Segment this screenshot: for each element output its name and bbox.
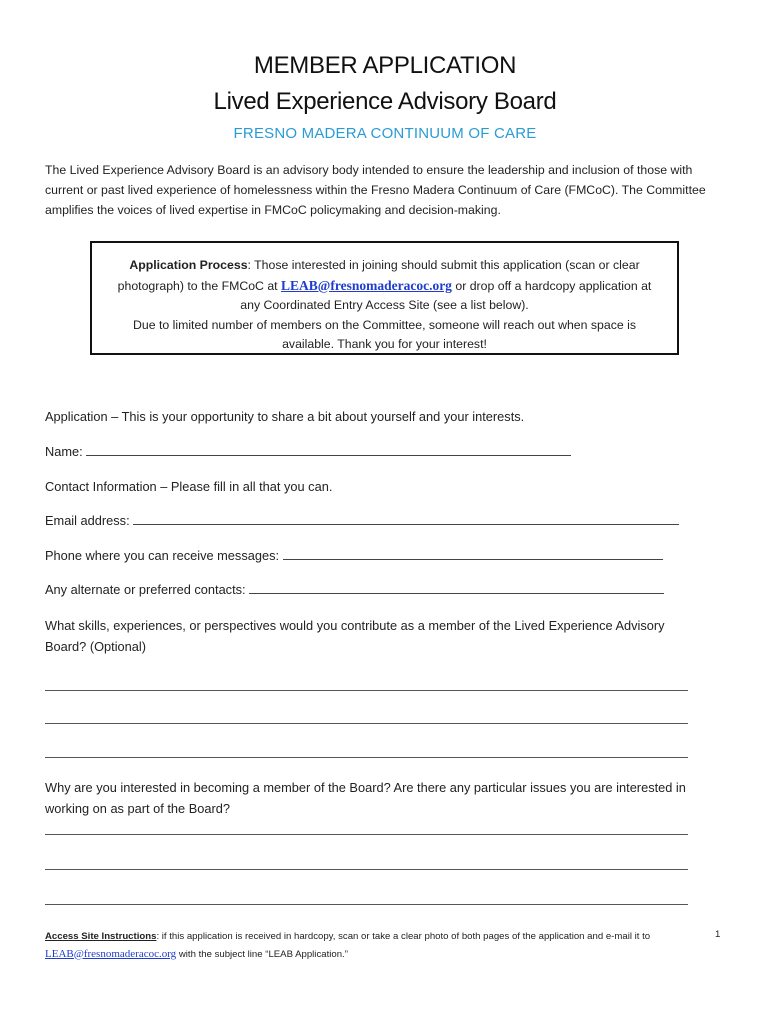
page-number: 1 [715,929,721,940]
process-heading: Application Process [129,258,248,272]
process-note: Due to limited number of members on the Committee, someone will reach out when space is available. Thank you for your interest! [132,317,637,351]
name-label: Name: [45,444,83,459]
skills-question: What skills, experiences, or perspectives would you contribute as a member of the Lived Experience Advisory Board? (Optional) [45,618,665,654]
alternate-contact-field[interactable] [249,582,664,594]
alternate-row [45,582,664,597]
name-field[interactable] [86,444,571,456]
interest-question: Why are you interested in becoming a member of the Board? Are there any particular issues you are interested in working on as part of the Board? [45,780,686,816]
interest-answer-line[interactable] [45,834,688,835]
interest-answer-line[interactable] [45,869,688,870]
process-text-after-link: or drop off a hardcopy application at any Coordinated Entry Access Site (see a list below). [240,278,652,312]
intro-paragraph: The Lived Experience Advisory Board is an advisory body intended to ensure the leadership and inclusion of those with current or past lived experience of homelessness within the Fresno Madera Continuum of Care (FMCoC). The Committee amplifies the voices of lived expertise in FMCoC policymaking and decision-making. [45,163,706,217]
application-process-box [90,241,679,355]
skills-answer-line[interactable] [45,690,688,691]
phone-label: Phone where you can receive messages: [45,548,280,563]
footer-text-after-link: with the subject line “LEAB Application.” [176,948,348,960]
phone-field[interactable] [283,548,663,560]
access-site-instructions [45,929,745,963]
process-text-before-link: : Those interested in joining should submit this application (scan or clear photograph) to the FMCoC at [117,258,640,293]
email-field[interactable] [133,513,679,525]
application-intro: Application – This is your opportunity to share a bit about yourself and your interests. [45,409,525,424]
phone-row [45,548,663,563]
skills-answer-line[interactable] [45,723,688,724]
footer-email-link[interactable]: LEAB@fresnomaderacoc.org [45,947,177,960]
page-title: MEMBER APPLICATION [253,52,517,79]
organization-name: FRESNO MADERA CONTINUUM OF CARE [233,125,537,142]
interest-answer-line[interactable] [45,904,688,905]
footer-text-before-link: : if this application is received in hardcopy, scan or take a clear photo of both pages of the application and e-mail it to [156,931,651,942]
email-label: Email address: [45,513,130,528]
email-link[interactable]: LEAB@fresnomaderacoc.org [281,277,452,293]
name-row [45,444,571,459]
contact-intro: Contact Information – Please fill in all that you can. [45,479,333,494]
footer-heading: Access Site Instructions [45,931,157,942]
skills-answer-line[interactable] [45,757,688,758]
page-subtitle: Lived Experience Advisory Board [213,88,557,115]
alternate-label: Any alternate or preferred contacts: [45,582,246,597]
email-row [45,513,679,528]
